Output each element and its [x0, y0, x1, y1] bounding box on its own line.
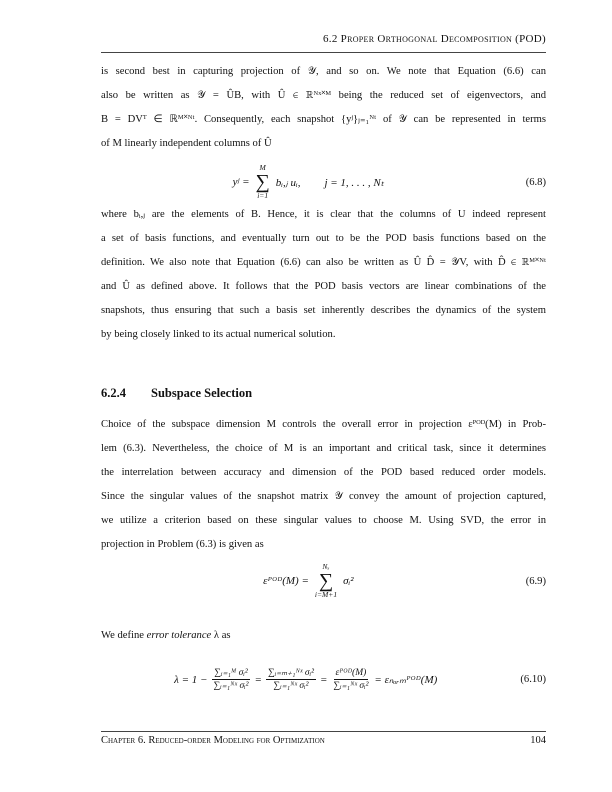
para4	[101, 629, 546, 643]
section-heading	[101, 386, 252, 401]
para4-text: λ as	[211, 630, 231, 641]
page-number: 104	[530, 735, 546, 746]
eq69-body: σᵢ²	[343, 575, 354, 587]
numerator: εᴾᴼᴰ(M)	[335, 668, 367, 678]
eq69-content	[101, 563, 516, 599]
eq610-number: (6.10)	[520, 674, 546, 685]
fraction-2	[266, 667, 316, 692]
fraction-1	[211, 667, 250, 692]
section-title: Subspace Selection	[151, 386, 253, 400]
para1-line: of M linearly independent columns of Û	[101, 138, 272, 149]
equation-6-8	[101, 164, 546, 200]
para2-line: where bᵢ,ⱼ are the elements of B. Hence, it is clear that the columns of U indeed represent	[101, 209, 546, 220]
eq69-number: (6.9)	[525, 575, 546, 587]
footer-rule	[101, 731, 546, 732]
para1-line: B = DVᵀ ∈ ℝᴹ˟ᴺᵗ. Consequently, each snapshot {yʲ}ⱼ₌₁ᴺᵗ of 𝒴 can be represented in terms	[101, 114, 546, 125]
eq69-sum	[315, 563, 337, 599]
para3-line: projection in Problem (6.3) is given as	[101, 539, 264, 550]
denominator: ∑ᵢ₌₁ᴺˣ σᵢ²	[273, 681, 309, 691]
sum-upper: Nₓ	[322, 562, 330, 571]
para3-line: Since the singular values of the snapshot matrix 𝒴 convey the amount of projection captured,	[101, 491, 546, 502]
footer-chapter: Chapter 6. Reduced-order Modeling for Optimization	[101, 735, 325, 746]
eq610-content	[101, 667, 510, 692]
equation-6-9	[101, 563, 546, 599]
eq68-content	[101, 164, 516, 200]
para4-text: We define	[101, 630, 147, 641]
equals: =	[254, 673, 262, 686]
para3-line: we utilize a criterion based on these singular values to choose M. Using SVD, the error in	[101, 515, 546, 526]
para3-line: lem (6.3). Nevertheless, the choice of M is an important and critical task, since it determines	[101, 443, 546, 454]
denominator: ∑ᵢ₌₁ᴺˣ σᵢ²	[333, 681, 369, 691]
numerator: ∑ᵢ₌₁ᴹ σᵢ²	[214, 668, 248, 678]
numerator: ∑ᵢ₌ₘ₊₁ᴺˣ σᵢ²	[267, 668, 314, 678]
sigma-symbol: ∑	[255, 171, 270, 193]
para2-line: and Û as defined above. It follows that the POD basis vectors are linear combinations of the	[101, 281, 546, 292]
sigma-symbol: ∑	[318, 570, 334, 592]
eq68-body: bᵢ,ⱼ uᵢ,	[275, 176, 301, 189]
eq610-rhs: = εₙₒᵣₘᴾᴼᴰ(M)	[374, 674, 438, 686]
fraction-3	[331, 667, 370, 692]
para4-emphasis: error tolerance	[146, 630, 212, 641]
sum-lower: i=M+1	[314, 590, 338, 599]
running-header: 6.2 Proper Orthogonal Decomposition (POD)	[322, 33, 546, 45]
sum-upper: M	[259, 163, 266, 172]
sum-lower: i=1	[257, 191, 269, 200]
equals: =	[319, 673, 328, 686]
header-rule	[101, 52, 546, 53]
para2-line: by being closely linked to its actual numerical solution.	[101, 329, 336, 340]
para2-line: a set of basis functions, and eventually turn out to be the POD basis functions based on the	[101, 233, 546, 244]
para1-line: is second best in capturing projection of 𝒴, and so on. We note that Equation (6.6) can	[101, 66, 546, 77]
para1-line: also be written as 𝒴 = ÛB, with Û ∈ ℝᴺˣ˟ᴹ being the reduced set of eigenvectors, and	[101, 90, 546, 101]
eq69-lhs: εᴾᴼᴰ(M) =	[263, 575, 309, 587]
equation-6-10	[101, 667, 546, 692]
para3-line: the interrelation between accuracy and dimension of the POD based reduced order models.	[101, 467, 546, 478]
eq610-lhs: λ = 1 −	[174, 673, 208, 686]
para3-line: Choice of the subspace dimension M controls the overall error in projection εᴾᴼᴰ(M) in Prob-	[101, 419, 546, 430]
eq68-lhs: yʲ =	[232, 176, 250, 188]
eq68-range: j = 1, . . . , Nₜ	[324, 176, 385, 189]
section-number: 6.2.4	[101, 386, 126, 400]
para2-line: definition. We also note that Equation (6.6) can also be written as Û D̂ = 𝒴V, with D̂ ∈ ℝᴹ˟ᴺᵗ	[101, 257, 546, 268]
para2-line: snapshots, thus ensuring that such a basis set inherently describes the dynamics of the system	[101, 305, 546, 316]
denominator: ∑ᵢ₌₁ᴺˣ σᵢ²	[213, 681, 249, 691]
eq68-number: (6.8)	[525, 176, 546, 188]
eq68-sum	[256, 164, 270, 200]
